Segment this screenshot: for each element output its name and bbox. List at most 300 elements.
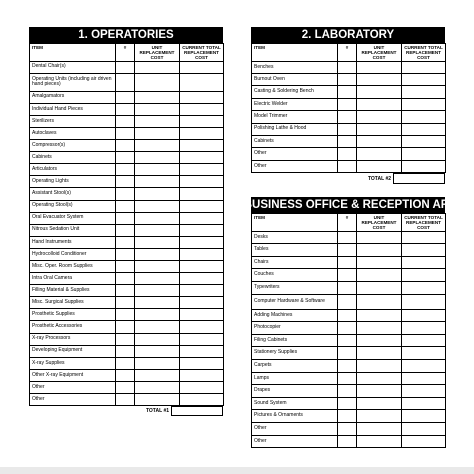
table-row: [252, 397, 446, 410]
laboratory-title: 2. LABORATORY: [301, 29, 395, 41]
quantity-cell[interactable]: [338, 309, 357, 322]
table-row: [30, 285, 224, 297]
table-row: [30, 297, 224, 309]
quantity-cell[interactable]: [116, 369, 135, 381]
unit-cost-cell[interactable]: [135, 357, 180, 369]
unit-cost-cell[interactable]: [357, 244, 402, 257]
total-cost-cell[interactable]: [180, 127, 224, 139]
table-row: [30, 321, 224, 333]
item-label: Hand Instruments: [30, 236, 116, 248]
unit-cost-cell[interactable]: [135, 73, 180, 91]
quantity-cell[interactable]: [116, 248, 135, 260]
item-column-header: ITEM: [252, 44, 338, 62]
item-label: Polishing Lathe & Hood: [252, 123, 338, 135]
table-row: [30, 103, 224, 115]
quantity-cell[interactable]: [116, 127, 135, 139]
total-cost-cell[interactable]: [402, 385, 446, 398]
unit-cost-column-header: UNIT REPLACEMENT COST: [357, 44, 402, 62]
unit-cost-cell[interactable]: [135, 248, 180, 260]
table-row: [30, 381, 224, 393]
item-label: Operating Stool(s): [30, 200, 116, 212]
total-cost-cell[interactable]: [180, 115, 224, 127]
unit-cost-cell[interactable]: [135, 115, 180, 127]
total-cost-cell[interactable]: [180, 73, 224, 91]
table-row: [252, 435, 446, 448]
unit-cost-cell[interactable]: [357, 372, 402, 385]
quantity-cell[interactable]: [116, 115, 135, 127]
quantity-cell[interactable]: [116, 224, 135, 236]
item-label: Casting & Soldering Bench: [252, 86, 338, 98]
table-row: [30, 164, 224, 176]
total-cost-cell[interactable]: [180, 164, 224, 176]
unit-cost-cell[interactable]: [357, 309, 402, 322]
total-cost-cell[interactable]: [180, 200, 224, 212]
quantity-cell[interactable]: [338, 422, 357, 435]
unit-cost-cell[interactable]: [135, 224, 180, 236]
table-row: [252, 111, 446, 123]
item-label: Other: [30, 381, 116, 393]
total-cost-cell[interactable]: [402, 160, 446, 172]
item-label: Drapes: [252, 385, 338, 398]
unit-cost-cell[interactable]: [135, 381, 180, 393]
total-cost-cell[interactable]: [180, 103, 224, 115]
total-cost-cell[interactable]: [402, 256, 446, 269]
item-label: Chairs: [252, 256, 338, 269]
table-row: [252, 347, 446, 360]
quantity-cell[interactable]: [116, 333, 135, 345]
unit-cost-cell[interactable]: [135, 285, 180, 297]
unit-cost-cell[interactable]: [135, 309, 180, 321]
table-row: [252, 281, 446, 294]
table-row: [30, 333, 224, 345]
table-row: [30, 345, 224, 357]
unit-cost-cell[interactable]: [357, 111, 402, 123]
item-label: Electric Welder: [252, 98, 338, 110]
total-cost-cell[interactable]: [402, 347, 446, 360]
quantity-cell[interactable]: [338, 231, 357, 244]
unit-cost-cell[interactable]: [135, 333, 180, 345]
quantity-cell[interactable]: [338, 74, 357, 86]
table-row: [30, 91, 224, 103]
business-office-section: [230, 197, 466, 448]
unit-cost-cell[interactable]: [357, 148, 402, 160]
quantity-cell[interactable]: [338, 435, 357, 448]
quantity-cell[interactable]: [338, 111, 357, 123]
business-office-table-header: [252, 214, 446, 232]
unit-cost-cell[interactable]: [357, 397, 402, 410]
table-row: [252, 256, 446, 269]
total-cost-cell[interactable]: [402, 148, 446, 160]
total-cost-cell[interactable]: [180, 357, 224, 369]
total-cost-cell[interactable]: [180, 394, 224, 406]
table-row: [30, 127, 224, 139]
unit-cost-cell[interactable]: [135, 273, 180, 285]
total-cost-cell[interactable]: [402, 74, 446, 86]
business-office-header: [230, 197, 466, 213]
item-label: Assistant Stool(s): [30, 188, 116, 200]
quantity-cell[interactable]: [338, 98, 357, 110]
item-label: Other: [252, 148, 338, 160]
total-cost-cell[interactable]: [402, 61, 446, 73]
quantity-cell[interactable]: [338, 61, 357, 73]
unit-cost-cell[interactable]: [357, 160, 402, 172]
unit-cost-cell[interactable]: [357, 334, 402, 347]
item-label: Amalgamators: [30, 91, 116, 103]
total-cost-cell[interactable]: [180, 248, 224, 260]
unit-cost-cell[interactable]: [135, 212, 180, 224]
item-label: Intra Oral Camera: [30, 273, 116, 285]
quantity-cell[interactable]: [116, 236, 135, 248]
item-label: Model Trimmer: [252, 111, 338, 123]
table-row: [252, 231, 446, 244]
total-cost-cell[interactable]: [180, 176, 224, 188]
quantity-cell[interactable]: [116, 381, 135, 393]
quantity-cell[interactable]: [338, 347, 357, 360]
total-cost-cell[interactable]: [402, 372, 446, 385]
quantity-cell[interactable]: [338, 160, 357, 172]
total-cost-cell[interactable]: [402, 422, 446, 435]
unit-cost-cell[interactable]: [357, 322, 402, 335]
total-cost-cell[interactable]: [402, 231, 446, 244]
quantity-cell[interactable]: [338, 269, 357, 282]
quantity-cell[interactable]: [338, 359, 357, 372]
table-row: [252, 61, 446, 73]
item-label: X-ray Supplies: [30, 357, 116, 369]
unit-cost-cell[interactable]: [135, 345, 180, 357]
total-cost-cell[interactable]: [402, 359, 446, 372]
unit-cost-cell[interactable]: [357, 86, 402, 98]
total-cost-cell[interactable]: [180, 236, 224, 248]
total-1-label: TOTAL #1: [145, 408, 169, 415]
unit-cost-cell[interactable]: [357, 435, 402, 448]
quantity-cell[interactable]: [116, 61, 135, 73]
quantity-cell[interactable]: [338, 123, 357, 135]
unit-cost-cell[interactable]: [135, 261, 180, 273]
operatories-table: [29, 43, 224, 406]
total-cost-cell[interactable]: [180, 273, 224, 285]
total-2-label: TOTAL #2: [367, 175, 391, 182]
operatories-table-header: [30, 44, 224, 62]
total-cost-cell[interactable]: [180, 188, 224, 200]
total-cost-cell[interactable]: [180, 333, 224, 345]
unit-cost-cell[interactable]: [357, 61, 402, 73]
table-row: [252, 422, 446, 435]
total-cost-cell[interactable]: [180, 212, 224, 224]
total-cost-cell[interactable]: [180, 140, 224, 152]
quantity-cell[interactable]: [116, 261, 135, 273]
total-cost-cell[interactable]: [180, 261, 224, 273]
unit-cost-cell[interactable]: [135, 200, 180, 212]
total-cost-cell[interactable]: [180, 345, 224, 357]
table-row: [252, 244, 446, 257]
quantity-cell[interactable]: [338, 334, 357, 347]
unit-cost-cell[interactable]: [135, 103, 180, 115]
table-row: [252, 334, 446, 347]
item-label: Compressor(s): [30, 140, 116, 152]
item-label: Photocopier: [252, 322, 338, 335]
operatories-table-body: [30, 61, 224, 406]
total-cost-cell[interactable]: [402, 244, 446, 257]
item-label: Cabinets: [252, 135, 338, 147]
unit-cost-cell[interactable]: [357, 74, 402, 86]
item-column-header: ITEM: [252, 214, 338, 232]
item-label: Prosthetic Accessories: [30, 321, 116, 333]
quantity-cell[interactable]: [338, 385, 357, 398]
table-row: [30, 273, 224, 285]
quantity-cell[interactable]: [338, 397, 357, 410]
quantity-cell[interactable]: [116, 140, 135, 152]
item-label: Stationery Supplies: [252, 347, 338, 360]
business-office-table: [251, 213, 446, 448]
total-cost-cell[interactable]: [402, 281, 446, 294]
total-2-field[interactable]: [393, 173, 445, 184]
item-label: Sound System: [252, 397, 338, 410]
item-label: Articulators: [30, 164, 116, 176]
table-row: [252, 294, 446, 309]
table-row: [252, 309, 446, 322]
quantity-cell[interactable]: [338, 148, 357, 160]
quantity-cell[interactable]: [338, 294, 357, 309]
total-cost-cell[interactable]: [402, 322, 446, 335]
unit-cost-cell[interactable]: [357, 422, 402, 435]
item-label: Adding Machines: [252, 309, 338, 322]
table-row: [30, 224, 224, 236]
total-cost-cell[interactable]: [402, 111, 446, 123]
table-row: [252, 269, 446, 282]
item-label: X-ray Processors: [30, 333, 116, 345]
table-row: [252, 359, 446, 372]
unit-cost-cell[interactable]: [357, 410, 402, 423]
quantity-cell[interactable]: [116, 200, 135, 212]
business-office-table-body: [252, 231, 446, 448]
item-label: Desks: [252, 231, 338, 244]
table-row: [30, 369, 224, 381]
unit-cost-cell[interactable]: [357, 347, 402, 360]
total-cost-cell[interactable]: [180, 297, 224, 309]
table-row: [30, 357, 224, 369]
quantity-cell[interactable]: [116, 309, 135, 321]
total-cost-cell[interactable]: [402, 397, 446, 410]
item-label: Burnout Oven: [252, 74, 338, 86]
table-row: [252, 385, 446, 398]
item-label: Prosthetic Supplies: [30, 309, 116, 321]
total-cost-cell[interactable]: [402, 86, 446, 98]
unit-cost-column-header: UNIT REPLACEMENT COST: [135, 44, 180, 62]
total-1-field[interactable]: [171, 406, 223, 416]
operatories-total: [29, 406, 223, 416]
page-bottom-edge: [0, 467, 474, 474]
quantity-cell[interactable]: [338, 86, 357, 98]
item-label: Developing Equipment: [30, 345, 116, 357]
unit-cost-cell[interactable]: [135, 369, 180, 381]
table-row: [252, 322, 446, 335]
number-column-header: #: [338, 214, 357, 232]
number-column-header: #: [338, 44, 357, 62]
unit-cost-cell[interactable]: [357, 256, 402, 269]
unit-cost-cell[interactable]: [135, 140, 180, 152]
total-cost-cell[interactable]: [402, 269, 446, 282]
item-label: Autoclaves: [30, 127, 116, 139]
quantity-cell[interactable]: [116, 394, 135, 406]
laboratory-header: [251, 27, 445, 43]
quantity-cell[interactable]: [116, 91, 135, 103]
total-cost-cell[interactable]: [402, 334, 446, 347]
unit-cost-cell[interactable]: [135, 188, 180, 200]
total-cost-column-header: CURRENT TOTAL REPLACEMENT COST: [402, 214, 446, 232]
quantity-cell[interactable]: [338, 410, 357, 423]
laboratory-table-body: [252, 61, 446, 173]
table-row: [30, 176, 224, 188]
laboratory-table-header: [252, 44, 446, 62]
item-label: Individual Hand Pieces: [30, 103, 116, 115]
unit-cost-cell[interactable]: [357, 231, 402, 244]
table-row: [252, 135, 446, 147]
item-label: Sterilizers: [30, 115, 116, 127]
quantity-cell[interactable]: [116, 188, 135, 200]
unit-cost-cell[interactable]: [357, 294, 402, 309]
item-label: Cabinets: [30, 152, 116, 164]
quantity-cell[interactable]: [338, 372, 357, 385]
total-cost-cell[interactable]: [180, 224, 224, 236]
item-column-header: ITEM: [30, 44, 116, 62]
item-label: Computer Hardware & Software: [252, 294, 338, 309]
table-row: [252, 74, 446, 86]
total-cost-cell[interactable]: [180, 285, 224, 297]
total-cost-cell[interactable]: [402, 123, 446, 135]
laboratory-table: [251, 43, 446, 173]
table-row: [252, 123, 446, 135]
unit-cost-cell[interactable]: [135, 164, 180, 176]
laboratory-section: [251, 27, 445, 184]
unit-cost-cell[interactable]: [135, 176, 180, 188]
unit-cost-cell[interactable]: [357, 98, 402, 110]
item-label: Typewriters: [252, 281, 338, 294]
table-row: [30, 261, 224, 273]
quantity-cell[interactable]: [338, 322, 357, 335]
quantity-cell[interactable]: [116, 73, 135, 91]
table-row: [252, 98, 446, 110]
item-label: Operating Lights: [30, 176, 116, 188]
item-label: Filling Material & Supplies: [30, 285, 116, 297]
total-cost-cell[interactable]: [180, 309, 224, 321]
total-cost-cell[interactable]: [402, 410, 446, 423]
total-cost-cell[interactable]: [180, 152, 224, 164]
quantity-cell[interactable]: [116, 285, 135, 297]
table-row: [252, 372, 446, 385]
table-row: [252, 148, 446, 160]
quantity-cell[interactable]: [116, 345, 135, 357]
operatories-header: [29, 27, 223, 43]
total-cost-cell[interactable]: [402, 309, 446, 322]
table-row: [30, 200, 224, 212]
table-row: [30, 188, 224, 200]
item-label: Other X-ray Equipment: [30, 369, 116, 381]
table-row: [30, 248, 224, 260]
unit-cost-cell[interactable]: [357, 269, 402, 282]
quantity-cell[interactable]: [116, 321, 135, 333]
item-label: Other: [252, 422, 338, 435]
quantity-cell[interactable]: [116, 273, 135, 285]
quantity-cell[interactable]: [116, 152, 135, 164]
unit-cost-cell[interactable]: [357, 385, 402, 398]
table-row: [30, 115, 224, 127]
table-row: [30, 73, 224, 91]
quantity-cell[interactable]: [116, 297, 135, 309]
item-label: Pictures & Ornaments: [252, 410, 338, 423]
quantity-cell[interactable]: [116, 103, 135, 115]
item-label: Other: [30, 394, 116, 406]
table-row: [30, 152, 224, 164]
unit-cost-cell[interactable]: [135, 152, 180, 164]
total-cost-column-header: CURRENT TOTAL REPLACEMENT COST: [402, 44, 446, 62]
table-row: [252, 86, 446, 98]
business-office-title: 3. BUSINESS OFFICE & RECEPTION AREA: [230, 199, 466, 211]
total-cost-cell[interactable]: [180, 369, 224, 381]
total-cost-cell[interactable]: [180, 381, 224, 393]
quantity-cell[interactable]: [338, 244, 357, 257]
unit-cost-cell[interactable]: [135, 297, 180, 309]
unit-cost-cell[interactable]: [135, 127, 180, 139]
quantity-cell[interactable]: [116, 164, 135, 176]
item-label: Benches: [252, 61, 338, 73]
number-column-header: #: [116, 44, 135, 62]
total-cost-cell[interactable]: [402, 135, 446, 147]
total-cost-cell[interactable]: [180, 61, 224, 73]
item-label: Other: [252, 160, 338, 172]
total-cost-column-header: CURRENT TOTAL REPLACEMENT COST: [180, 44, 224, 62]
quantity-cell[interactable]: [116, 176, 135, 188]
item-label: Carpets: [252, 359, 338, 372]
quantity-cell[interactable]: [116, 357, 135, 369]
item-label: Oral Evacuator System: [30, 212, 116, 224]
item-label: Hydrocolloid Conditioner: [30, 248, 116, 260]
table-row: [30, 236, 224, 248]
quantity-cell[interactable]: [338, 135, 357, 147]
unit-cost-cell[interactable]: [135, 91, 180, 103]
quantity-cell[interactable]: [338, 256, 357, 269]
unit-cost-cell[interactable]: [135, 321, 180, 333]
item-label: Operating Units (including air driven hand pieces): [30, 73, 116, 91]
operatories-section: [29, 27, 223, 416]
total-cost-cell[interactable]: [402, 435, 446, 448]
table-row: [30, 394, 224, 406]
item-label: Nitrous Sedation Unit: [30, 224, 116, 236]
unit-cost-cell[interactable]: [135, 394, 180, 406]
table-row: [30, 140, 224, 152]
laboratory-total: [251, 173, 445, 184]
unit-cost-column-header: UNIT REPLACEMENT COST: [357, 214, 402, 232]
item-label: Lamps: [252, 372, 338, 385]
unit-cost-cell[interactable]: [135, 61, 180, 73]
quantity-cell[interactable]: [338, 281, 357, 294]
table-row: [252, 410, 446, 423]
unit-cost-cell[interactable]: [135, 236, 180, 248]
total-cost-cell[interactable]: [180, 91, 224, 103]
unit-cost-cell[interactable]: [357, 281, 402, 294]
table-row: [30, 309, 224, 321]
quantity-cell[interactable]: [116, 212, 135, 224]
total-cost-cell[interactable]: [402, 294, 446, 309]
table-row: [30, 212, 224, 224]
total-cost-cell[interactable]: [402, 98, 446, 110]
unit-cost-cell[interactable]: [357, 359, 402, 372]
unit-cost-cell[interactable]: [357, 123, 402, 135]
table-row: [30, 61, 224, 73]
unit-cost-cell[interactable]: [357, 135, 402, 147]
item-label: Couches: [252, 269, 338, 282]
table-row: [252, 160, 446, 172]
total-cost-cell[interactable]: [180, 321, 224, 333]
